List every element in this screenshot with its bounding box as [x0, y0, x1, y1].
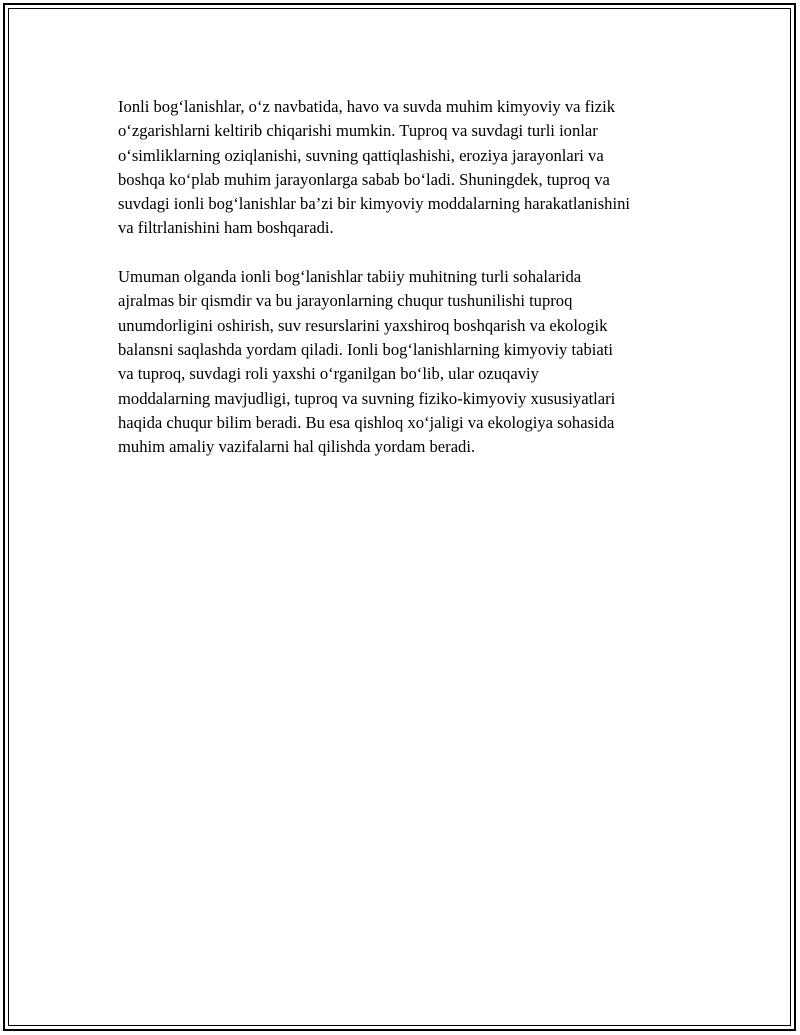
- text-line: haqida chuqur bilim beradi. Bu esa qishloq xo‘jaligi va ekologiya sohasida: [118, 412, 615, 432]
- document-page: [3, 3, 796, 1031]
- text-line: balansni saqlashda yordam qiladi. Ionli bog‘lanishlarning kimyoviy tabiati: [118, 339, 613, 359]
- text-line: muhim amaliy vazifalarni hal qilishda yordam beradi.: [118, 437, 476, 457]
- text-line: va filtrlanishini ham boshqaradi.: [118, 218, 334, 238]
- text-line: ajralmas bir qismdir va bu jarayonlarning chuqur tushunilishi tuproq: [118, 291, 573, 311]
- paragraph-1: [118, 95, 703, 241]
- text-line: Ionli bog‘lanishlar, o‘z navbatida, havo va suvda muhim kimyoviy va fizik: [118, 97, 616, 116]
- document-body: [118, 95, 703, 484]
- paragraph-2: [118, 265, 703, 459]
- text-line: Umuman olganda ionli bog‘lanishlar tabiiy muhitning turli sohalarida: [118, 267, 582, 287]
- text-line: unumdorligini oshirish, suv resurslarini yaxshiroq boshqarish va ekologik: [118, 315, 608, 335]
- text-line: o‘simliklarning oziqlanishi, suvning qattiqlashishi, eroziya jarayonlari va: [118, 145, 604, 165]
- text-line: suvdagi ionli bog‘lanishlar ba’zi bir kimyoviy moddalarning harakatlanishini: [118, 194, 630, 214]
- text-line: boshqa ko‘plab muhim jarayonlarga sabab bo‘ladi. Shuningdek, tuproq va: [118, 169, 610, 189]
- text-line: moddalarning mavjudligi, tuproq va suvning fiziko-kimyoviy xususiyatlari: [118, 388, 616, 408]
- text-line: o‘zgarishlarni keltirib chiqarishi mumkin. Tuproq va suvdagi turli ionlar: [118, 121, 598, 141]
- text-line: va tuproq, suvdagi roli yaxshi o‘rganilgan bo‘lib, ular ozuqaviy: [118, 364, 539, 384]
